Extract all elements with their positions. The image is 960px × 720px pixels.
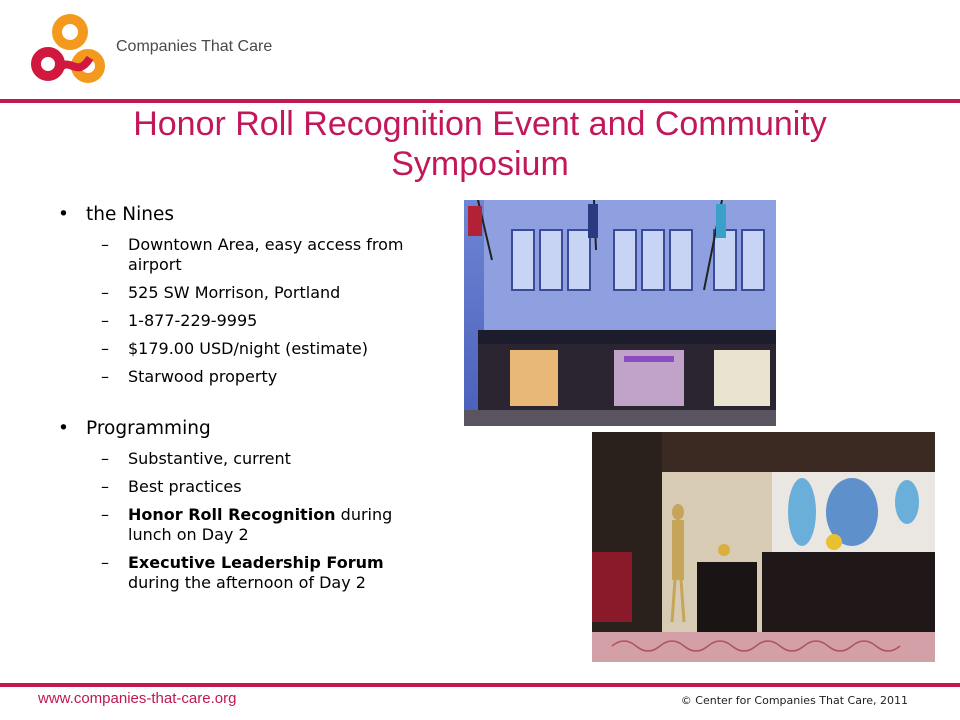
sub-bullet: [58, 283, 438, 303]
dash-marker: –: [101, 339, 109, 358]
bullet-venue: [58, 203, 438, 227]
sub-bullet: [58, 449, 438, 469]
bottom-divider: [0, 683, 960, 687]
program-item-text: Best practices: [128, 477, 242, 496]
venue-item-phone: 1-877-229-9995: [128, 311, 258, 330]
hotel-exterior-photo: [464, 200, 776, 426]
top-divider: [0, 99, 960, 103]
dash-marker: –: [101, 311, 109, 330]
dash-marker: –: [101, 449, 109, 468]
hotel-lobby-photo: [592, 432, 935, 662]
sub-bullet: [58, 235, 438, 275]
slide-title: Honor Roll Recognition Event and Community Symposium: [133, 105, 827, 183]
dash-marker: –: [101, 283, 109, 302]
dash-marker: –: [101, 367, 109, 386]
venue-item-brand: Starwood property: [128, 367, 278, 386]
sub-bullet: [58, 505, 438, 545]
program-item-text: during lunch on Day 2: [128, 505, 393, 544]
program-item-text: Substantive, current: [128, 449, 291, 468]
program-item-bold: Executive Leadership Forum: [128, 553, 384, 572]
dash-marker: –: [101, 553, 109, 572]
sub-bullet: [58, 339, 438, 359]
copyright-notice: © Center for Companies That Care, 2011: [680, 694, 908, 707]
venue-item-address: 525 SW Morrison, Portland: [128, 283, 341, 302]
sub-bullet: [58, 477, 438, 497]
bullet-marker: •: [58, 418, 69, 439]
bullet-venue-label: the Nines: [86, 204, 174, 225]
org-name: Companies That Care: [116, 38, 273, 55]
bullet-list: [58, 203, 438, 593]
sub-bullet: [58, 311, 438, 331]
dash-marker: –: [101, 477, 109, 496]
bullet-marker: •: [58, 204, 69, 225]
dash-marker: –: [101, 235, 109, 254]
program-item-bold: Honor Roll Recognition: [128, 505, 336, 524]
dash-marker: –: [101, 505, 109, 524]
bullet-programming-label: Programming: [86, 418, 211, 439]
sub-bullet: [58, 553, 438, 593]
companies-that-care-logo-icon: [30, 14, 112, 86]
program-item-text: during the afternoon of Day 2: [128, 573, 366, 592]
venue-item-rate: $179.00 USD/night (estimate): [128, 339, 368, 358]
sub-bullet: [58, 367, 438, 387]
website-url: www.companies-that-care.org: [38, 690, 237, 707]
logo: [30, 14, 112, 86]
venue-item-location: Downtown Area, easy access from airport: [128, 235, 404, 274]
bullet-programming: [58, 417, 438, 441]
